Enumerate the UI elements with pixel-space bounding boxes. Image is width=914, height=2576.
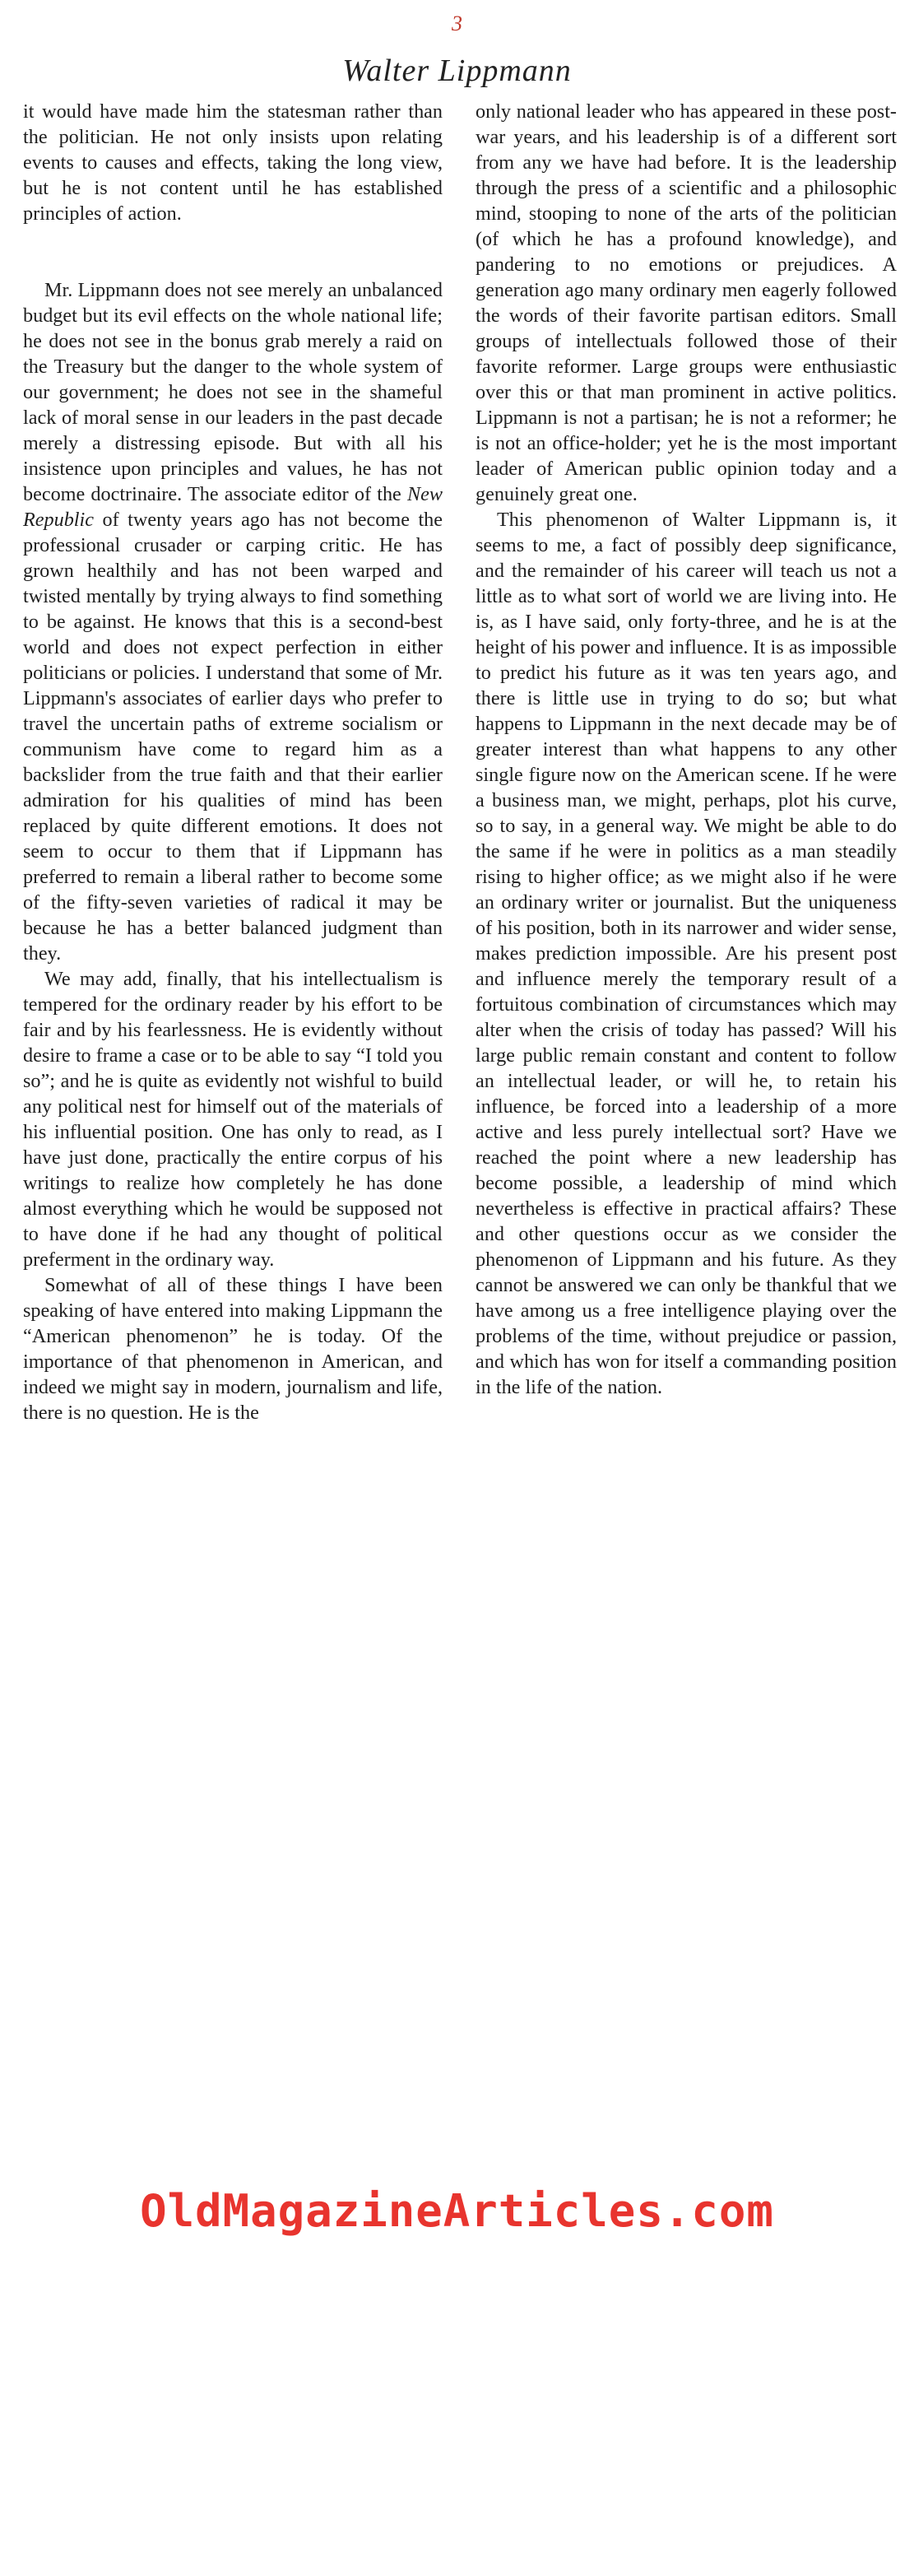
site-watermark: OldMagazineArticles.com xyxy=(140,2185,774,2237)
paragraph: it would have made him the statesman rather than the politician. He not only insists upon relating events to causes and effects, taking the long view, but he is not content until he has established principles of action. xyxy=(23,100,443,225)
running-title: Walter Lippmann xyxy=(342,53,572,88)
article-column-left xyxy=(23,99,443,1425)
text-run: of twenty years ago has not become the professional crusader or carping critic. He has grown healthily and has not been warped and twisted mentally by trying always to find something to be against. He knows that this is a second-best world and does not expect perfection in either politicians or policies. I understand that some of Mr. Lippmann's associates of earlier days who prefer to travel the uncertain paths of extreme socialism or communism have come to regard him as a backslider from the true faith and that their earlier admiration for his qualities of mind has been replaced by quite different emotions. It does not seem to occur to them that if Lippmann has preferred to remain a liberal rather to become some of the fifty-seven varieties of radical it may be because he has a better balanced judgment than they. xyxy=(23,509,443,965)
article-column-right xyxy=(476,99,897,1400)
paragraph: We may add, finally, that his intellectualism is tempered for the ordinary reader by his effort to be fair and by his fearlessness. He is evidently without desire to frame a case or to be able to say “I told you so”; and he is quite as evidently not wishful to build any political nest for himself out of the materials of his influential position. One has only to read, as I have just done, practically the entire corpus of his writings to realize how completely he has done almost everything which he would be supposed not to have done if he had any thought of political preferment in the ordinary way. xyxy=(23,968,443,1271)
page-number: 3 xyxy=(452,12,462,35)
paragraph xyxy=(23,277,443,966)
paragraph: only national leader who has appeared in these post-war years, and his leadership is of a different sort from any we have had before. It is the leadership through the press of a scientific and a philosophic mind, stooping to none of the arts of the politician (of which he has a profound knowledge), and pandering to no emotions or prejudices. A generation ago many ordinary men eagerly followed the words of their favorite partisan editors. Small groups of intellectuals followed those of their favorite reformer. Large groups were enthusiastic over this or that man prominent in active politics. Lippmann is not a partisan; he is not a reformer; he is not an office-holder; yet he is the most important leader of American public opinion today and a genuinely great one. xyxy=(476,100,897,505)
paragraph: Somewhat of all of these things I have been speaking of have entered into making Lippmann the “American phenomenon” he is today. Of the importance of that phenomenon in American, and indeed we might say in modern, journalism and life, there is no question. He is the xyxy=(23,1274,443,1424)
publication-title: New Republic xyxy=(23,483,443,531)
paragraph: This phenomenon of Walter Lippmann is, it seems to me, a fact of possibly deep significance, and the remainder of his career will teach us not a little as to what sort of world we are living into. He is, as I have said, only forty-three, and he is at the height of his power and influence. It is as impossible to predict his future as it was ten years ago, and there is little use in trying to do so; but what happens to Lippmann in the next decade may be of greater interest than what happens to any other single figure now on the American scene. If he were a business man, we might, perhaps, plot his curve, so to say, in a general way. We might be able to do the same if he were in politics as a man steadily rising to higher office; as we might also if he were an ordinary writer or journalist. But the uniqueness of his position, both in its narrower and wider sense, makes prediction impossible. Are his present post and influence merely the temporary result of a fortuitous combination of circumstances which may alter when the crisis of today has passed? Will his large public remain constant and content to follow an intellectual leader, or will he, to retain his influence, be forced into a leadership of a more active and less purely intellectual sort? Have we reached the point where a new leadership has become possible, a leadership of mind which nevertheless is effective in practical affairs? These and other questions occur as we consider the phenomenon of Lippmann and his future. As they cannot be answered we can only be thankful that we have among us a free intelligence playing over the problems of the time, without prejudice or passion, and which has won for itself a commanding position in the life of the nation. xyxy=(476,509,897,1398)
text-run: Mr. Lippmann does not see merely an unbalanced budget but its evil effects on the whole national life; he does not see in the bonus grab merely a raid on the Treasury but the danger to the whole system of our government; he does not see in the shameful lack of moral sense in our leaders in the past decade merely a distressing episode. But with all his insistence upon principles and values, he has not become doctrinaire. The associate editor of the xyxy=(23,279,443,505)
